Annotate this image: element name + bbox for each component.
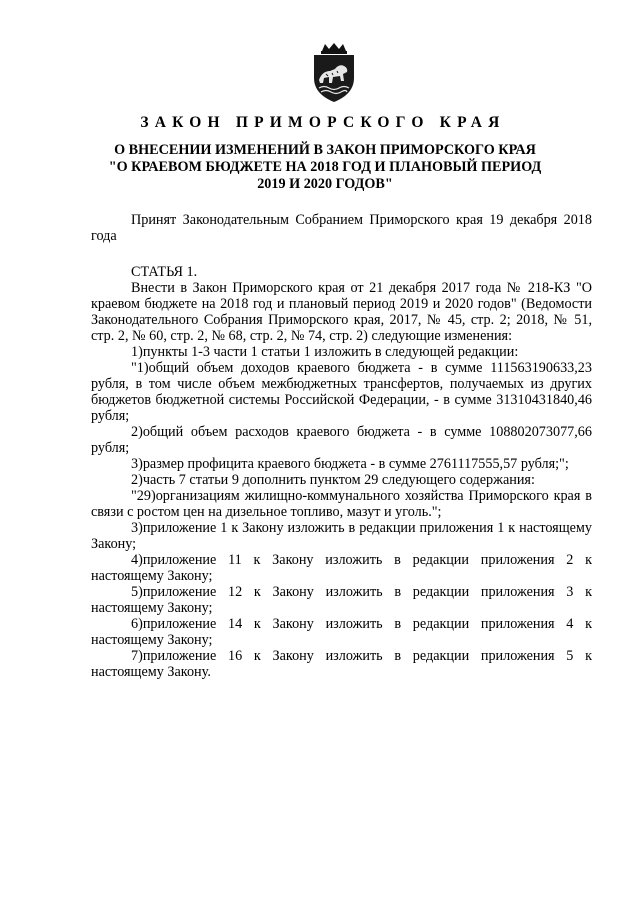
law-title: ЗАКОН ПРИМОРСКОГО КРАЯ [140,114,506,131]
paragraph: 2)часть 7 статьи 9 дополнить пунктом 29 следующего содержания: [131,472,535,488]
subject-line: 2019 И 2020 ГОДОВ" [257,176,393,192]
paragraph: 6)приложение 14 к Закону изложить в редакции приложения 4 к настоящему Закону; [91,616,592,648]
paragraph: 3)приложение 1 к Закону изложить в редакции приложения 1 к настоящему Закону; [91,520,592,552]
subject-line: О ВНЕСЕНИИ ИЗМЕНЕНИЙ В ЗАКОН ПРИМОРСКОГО КРАЯ [114,142,536,158]
paragraph: "1)общий объем доходов краевого бюджета - в сумме 111563190633,23 рубля, в том числе объем межбюджетных трансфертов, получаемых из других бюджетов бюджетной системы Российской Федерации, - в сумме 31310431840,46 рубля; [91,360,592,424]
law-subject [60,142,590,193]
paragraph: 4)приложение 11 к Закону изложить в редакции приложения 2 к настоящему Закону; [91,552,592,584]
paragraph: 7)приложение 16 к Закону изложить в редакции приложения 5 к настоящему Закону. [91,648,592,680]
paragraph: Внести в Закон Приморского края от 21 декабря 2017 года № 218-КЗ "О краевом бюджете на 2018 год и плановый период 2019 и 2020 годов" (Ведомости Законодательного Собрания Приморского края, 2017, № 45, стр. 2; 2018, № 51, стр. 2, № 60, стр. 2, № 68, стр. 2, № 74, стр. 2) следующие изменения: [91,280,592,344]
paragraph: "29)организациям жилищно-коммунального хозяйства Приморского края в связи с ростом цен на дизельное топливо, мазут и уголь."; [91,488,592,520]
subject-line: "О КРАЕВОМ БЮДЖЕТЕ НА 2018 ГОД И ПЛАНОВЫЙ ПЕРИОД [108,159,542,175]
paragraph: 1)пункты 1-3 части 1 статьи 1 изложить в следующей редакции: [131,344,519,360]
adoption-note: Принят Законодательным Собранием Приморского края 19 декабря 2018 года [91,212,592,244]
coat-of-arms-icon [306,42,362,104]
paragraph: 2)общий объем расходов краевого бюджета - в сумме 108802073077,66 рубля; [91,424,592,456]
article-heading: СТАТЬЯ 1. [131,264,198,280]
paragraph: 3)размер профицита краевого бюджета - в сумме 2761117555,57 рубля;"; [131,456,569,472]
paragraph: 5)приложение 12 к Закону изложить в редакции приложения 3 к настоящему Закону; [91,584,592,616]
law-body [91,212,592,680]
